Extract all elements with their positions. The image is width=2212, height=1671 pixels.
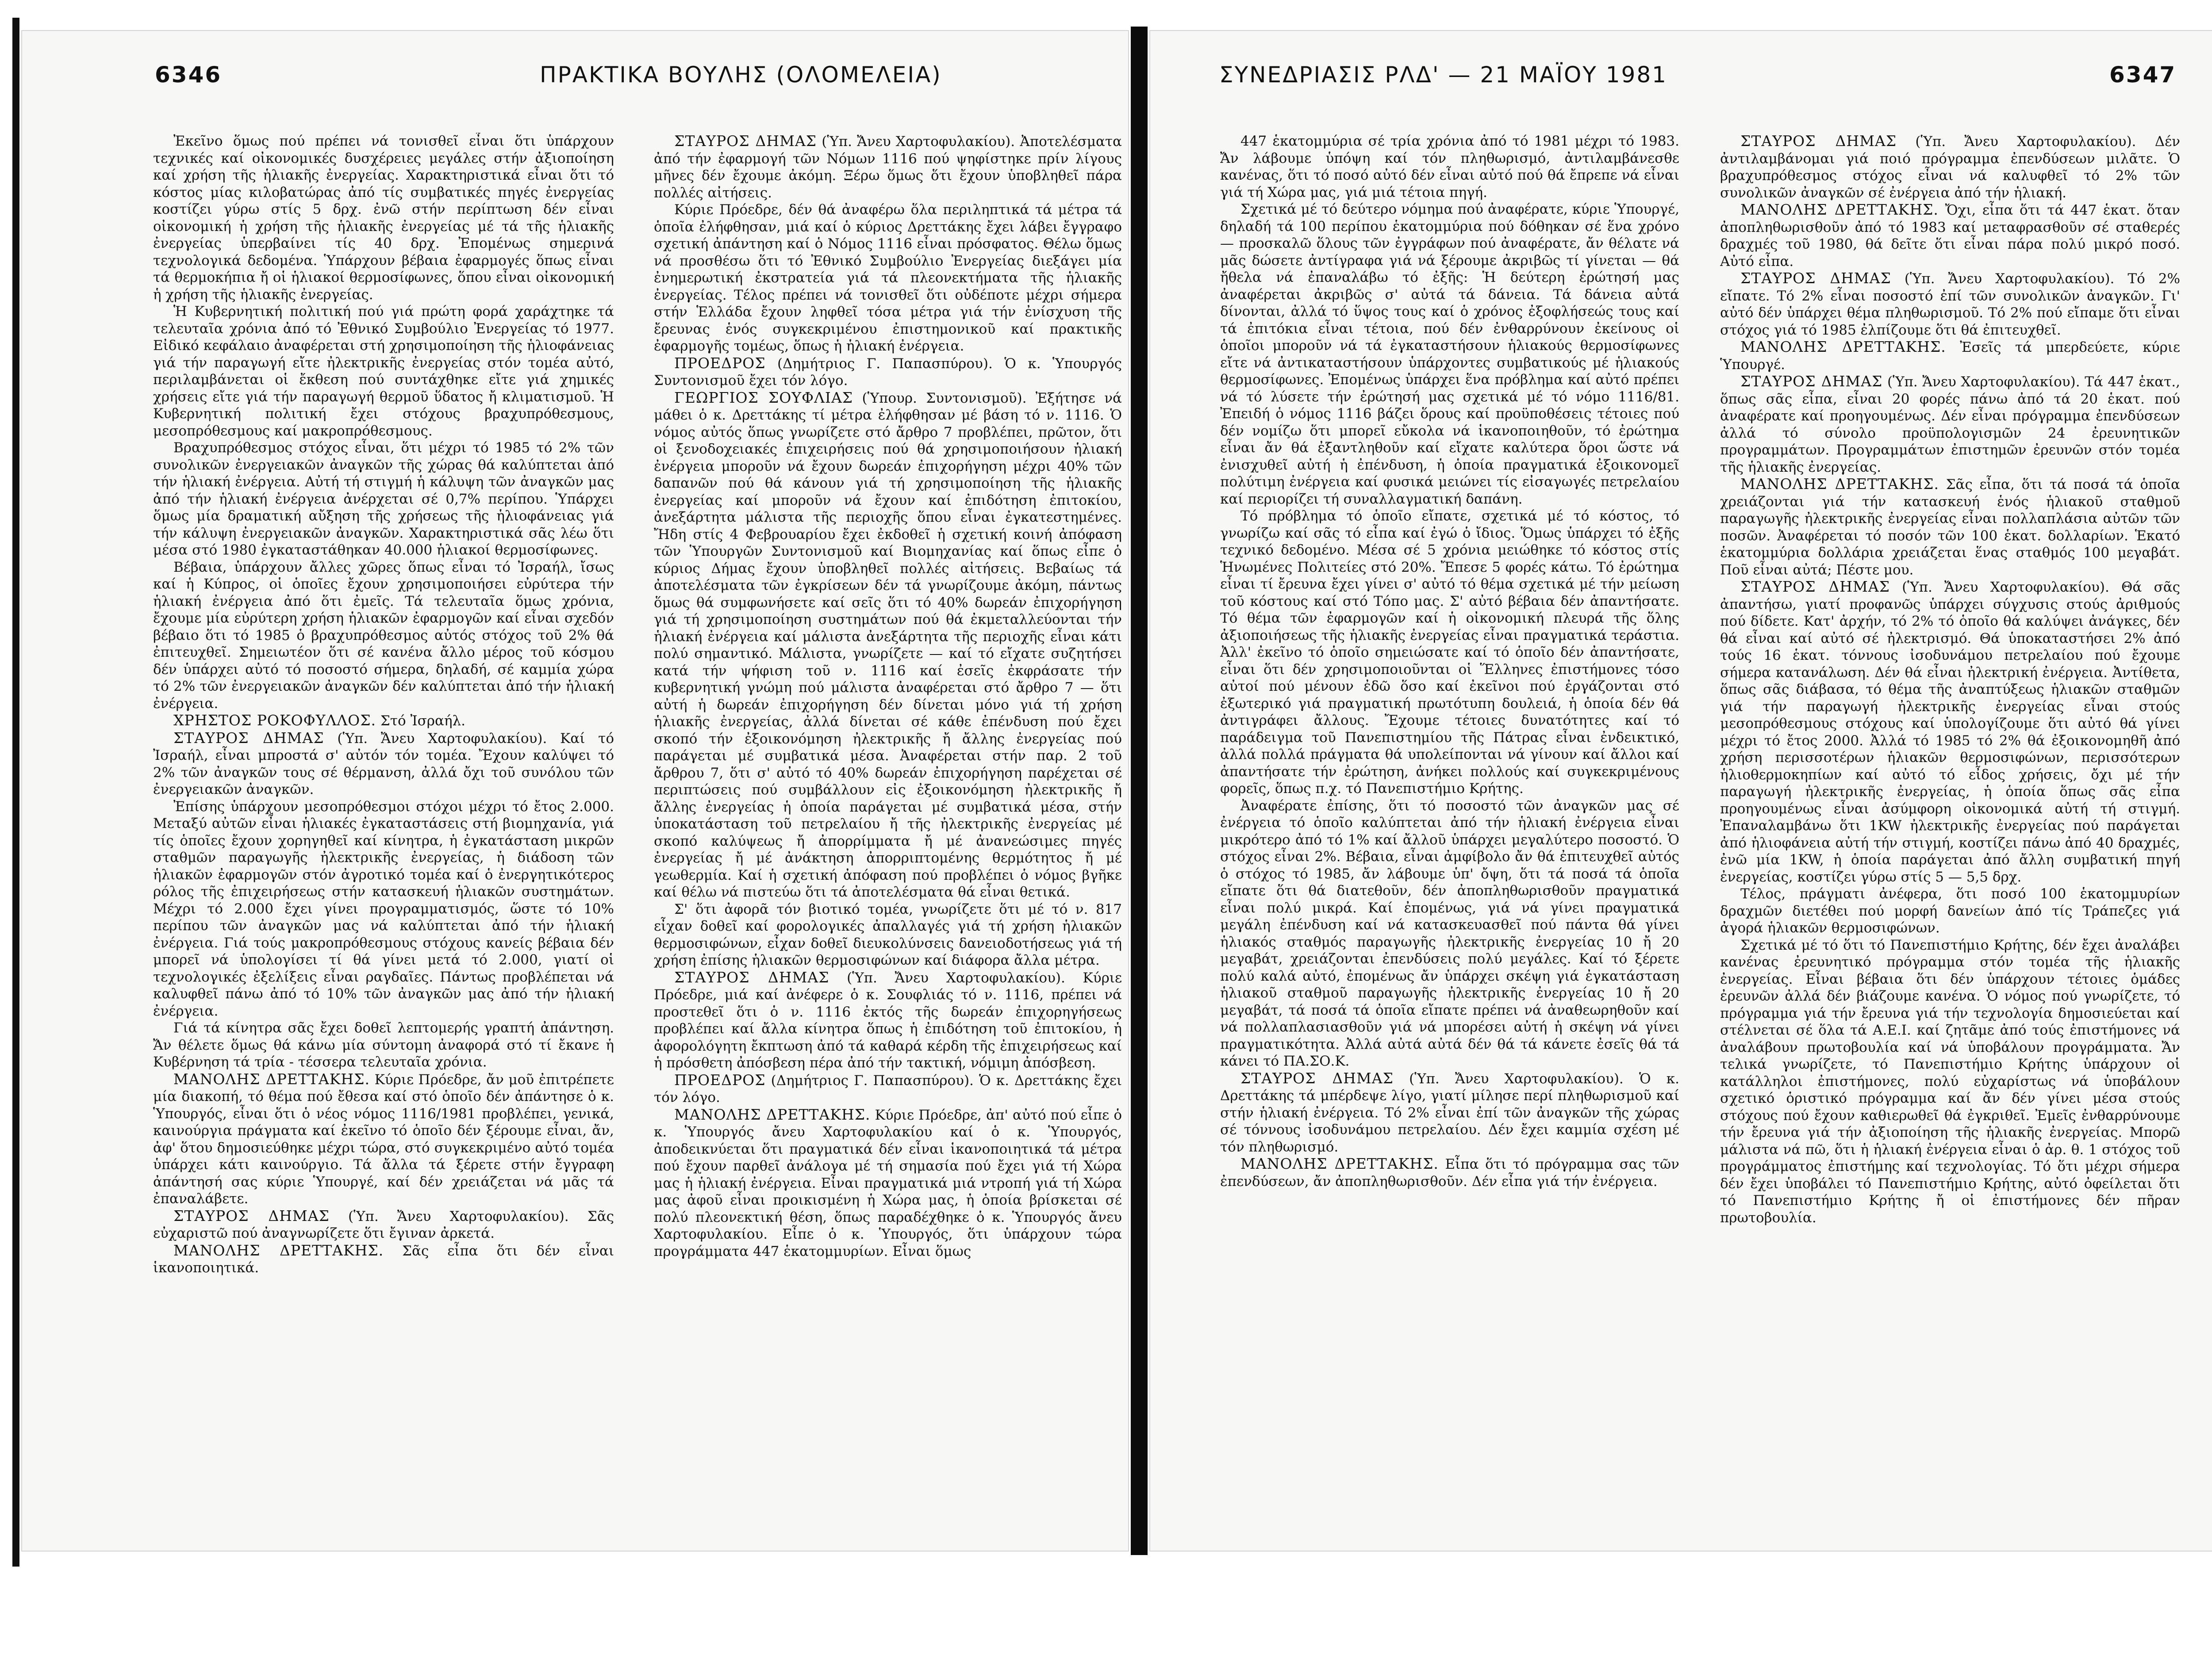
- paragraph-text: (Ὑπ. Ἄνευ Χαρτοφυλακίου). Τό 2% εἴπατε. Τό 2% εἶναι ποσοστό ἐπί τῶν συνολικῶν ἀναγκῶν. Γι' αὐτό δέν ὑπάρχει θέμα πληθωρισμοῦ. Τό 2% πού εἴπαμε ὅτι εἶναι στόχος γιά τό 1985 ἐλπίζουμε ὅτι θά ἐπιτευχθεῖ.: [1720, 271, 2180, 338]
- paragraph-text: (Δημήτριος Γ. Παπασπύρου). Ὁ κ. Δρεττάκης ἔχει τόν λόγο.: [654, 1072, 1122, 1105]
- speaker-name: ΣΤΑΥΡΟΣ ΔΗΜΑΣ: [674, 968, 830, 986]
- paragraph-text: (Ὑπ. Ἄνευ Χαρτοφυλακίου). Ὁ κ. Δρεττάκης τά μπέρδεψε λίγο, γιατί μίλησε περί πληθωρισμοῦ καί στήν ἡλιακή ἐνέργεια. Τό 2% εἶναι ἐπί τῶν ἀναγκῶν τῆς χώρας σέ τόννους ἰσοδυνάμου πετρελαίου. Δέν ἔχει καμμία σχέση μέ τόν πληθωρισμό.: [1220, 1070, 1679, 1155]
- speaker-name: ΣΤΑΥΡΟΣ ΔΗΜΑΣ: [1740, 373, 1883, 390]
- paragraph-text: (Ὑπ. Ἄνευ Χαρτοφυλακίου). Ἀποτελέσματα ἀπό τήν ἐφαρμογή τῶν Νόμων 1116 πού ψηφίστηκε πρίν λίγους μῆνες δέν ἔχουμε ἀκόμη. Ξέρω ὅμως ὅτι ἔχουν ὑποβληθεῖ πάρα πολλές αἰτήσεις.: [654, 134, 1122, 201]
- paragraph-text: Στό Ἰσραήλ.: [380, 713, 466, 729]
- paragraph-text: Κύριε Πρόεδρε, ἀπ' αὐτό πού εἶπε ὁ κ. Ὑπουργός ἄνευ Χαρτοφυλακίου καί ὁ κ. Ὑπουργός, ἀποδεικνύεται ὅτι πραγματικά δέν εἶναι ἱκανοποιητικά τά μέτρα πού ἔχουν παρθεῖ ἀνάλογα μέ τή σημασία πού ἔχει γιά τή Χώρα μας ἡ ἡλιακή ἐνέργεια. Εἶναι πραγματικά μιά ντροπή γιά τή Χώρα μας ἀφοῦ εἶναι προικισμένη ἡ Χώρα μας, ἡ ὁποία βρίσκεται σέ πολύ πλεονεκτική θέση, ὅπως παραδέχθηκε ὁ κ. Ὑπουργός ἄνευ Χαρτοφυλακίου. Εἶπε ὁ κ. Ὑπουργός, ὅτι ὑπάρχουν τώρα προγράμματα 447 ἑκατομμυρίων. Εἶναι ὅμως: [654, 1107, 1122, 1259]
- speaker-name: ΣΤΑΥΡΟΣ ΔΗΜΑΣ: [173, 729, 324, 747]
- paragraph-text: (Δημήτριος Γ. Παπασπύρου). Ὁ κ. Ὑπουργός Συντονισμοῦ ἔχει τόν λόγο.: [654, 355, 1122, 389]
- paragraph-text: Σχετικά μέ τό ὅτι τό Πανεπιστήμιο Κρήτης, δέν ἔχει ἀναλάβει κανένας ἐρευνητικό πρόγραμμα στόν τομέα τῆς ἡλιακῆς ἐνεργείας. Εἶναι βέβαια ὅτι δέν ὑπάρχουν τέτοιες ὁμάδες ἐρευνῶν ἀλλά δέν βιάζουμε κανένα. Ὁ νόμος πού γνωρίζετε, τό πρόγραμμα γιά τήν ἔρευνα γιά τήν τεχνολογία δημοσιεύεται καί στέλνεται σέ ὅλα τά Α.Ε.Ι. καί ζητᾶμε ἀπό τούς ἐπιστήμονες νά ἀναλάβουν πρωτοβουλία καί νά ὑποβάλουν προγράμματα. Ἄν τελικά γνωρίζετε, τό Πανεπιστήμιο Κρήτης ὑπάρχουν οἱ κατάλληλοι ἐπιστήμονες, πολύ εὐχαρίστως νά ὑποβάλουν σχετικό ὁριστικό πρόγραμμα καί ἄν δέν γίνει μέσα στούς στόχους πού ἔχουν καθιερωθεῖ θά ἐγκριθεῖ. Ἐμεῖς ἐνθαρρύνουμε τήν ἔρευνα γιά τήν ἀξιοποίηση τῆς ἡλιακῆς ἐνεργείας. Μπορῶ μάλιστα νά πῶ, ὅτι ἡ ἡλιακή ἐνέργεια εἶναι ὁ ἀρ. θ. 1 στόχος τοῦ προγράμματος ἐπιστήμης καί τεχνολογίας. Τό ὅτι μέχρι σήμερα δέν ἔχει ὑποβάλει τό Πανεπιστήμιο Κρήτης, αὐτό ὀφείλεται ὅτι τό Πανεπιστήμιο Κρήτης ἤ οἱ ἐπιστήμονες δέν πῆραν πρωτοβουλία.: [1720, 937, 2180, 1226]
- speaker-name: ΠΡΟΕΔΡΟΣ: [674, 354, 766, 372]
- paragraph-text: Ἐσεῖς τά μπερδεύετε, κύριε Ὑπουργέ.: [1720, 339, 2180, 373]
- right-page: [1149, 30, 2212, 1552]
- paragraph: [1720, 578, 2180, 886]
- speaker-name: ΜΑΝΟΛΗΣ ΔΡΕΤΤΑΚΗΣ.: [173, 1070, 370, 1088]
- paragraph: [1720, 133, 2180, 201]
- paragraph: [1220, 1155, 1679, 1190]
- paragraph: [153, 303, 614, 439]
- paragraph: [654, 355, 1122, 389]
- paragraph: [1720, 373, 2180, 476]
- paragraph: [654, 1106, 1122, 1260]
- paragraph-text: Ἀναφέρατε ἐπίσης, ὅτι τό ποσοστό τῶν ἀναγκῶν μας σέ ἐνέργεια τό ὁποῖο καλύπτεται ἀπό τήν ἡλιακή ἐνέργεια εἶναι μικρότερο ἀπό τό 1% καί ἄλλοῦ ὑπάρχει μεγαλύτερο ποσοστό. Ὁ στόχος εἶναι 2%. Βέβαια, εἶναι ἀμφίβολο ἄν θά ἐπιτευχθεῖ αὐτός ὁ στόχος τό 1985, ἄν λάβουμε ὑπ' ὄψη, ὅτι τά ποσά τά ὁποῖα εἴπατε ὅτι θά διατεθοῦν, δέν ἀποπληθωρισθοῦν πραγματικά εἶναι πολύ μικρά. Καί ἐπομένως, γιά νά γίνει πραγματικά μεγάλη ἐπένδυση καί νά κατασκευασθεῖ πού πάντα θά γίνει ἡλιακός σταθμός παραγωγῆς ἠλεκτρικῆς ἐνεργείας 10 ἤ 20 μεγαβάτ, χρειάζονται ἐπενδύσεις πολύ μεγάλες. Καί τό ξέρετε πολύ καλά αὐτό, ἐπομένως ἄν ὑπάρχει σκέψη γιά ἐγκατάσταση ἡλιακοῦ σταθμοῦ παραγωγῆς ἠλεκτρικῆς ἐνεργείας 10 ἤ 20 μεγαβάτ, τά ποσά τά ὁποῖα εἴπατε πρέπει νά ἀναθεωρηθοῦν καί νά πολλαπλασιασθοῦν γιά νά μπορέσει αὐτή ἡ σκέψη νά γίνει πραγματικότητα. Ἀλλά αὐτά αὐτά δέν θά τά κάνετε ἐσεῖς θά τά κάνει τό ΠΑ.ΣΟ.Κ.: [1220, 797, 1679, 1069]
- paragraph-text: (Ὑπ. Ἄνευ Χαρτοφυλακίου). Δέν ἀντιλαμβάνομαι γιά ποιό πρόγραμμα ἐπενδύσεων μιλᾶτε. Ὁ βραχυπρόθεσμος στόχος εἶναι νά καλυφθεῖ τό 2% τῶν συνολικῶν ἀναγκῶν σέ ἐνέργεια ἀπό τήν ἡλιακή.: [1720, 134, 2180, 201]
- paragraph: [153, 712, 614, 730]
- left-running-head: ΠΡΑΚΤΙΚΑ ΒΟΥΛΗΣ (ΟΛΟΜΕΛΕΙΑ): [540, 62, 942, 88]
- paragraph-text: Κύριε Πρόεδρε, δέν θά ἀναφέρω ὅλα περιληπτικά τά μέτρα τά ὁποῖα ἐλήφθησαν, μιά καί ὁ κύριος Δρεττάκης ἔχει λάβει ἔγγραφο σχετική ἀπάντηση καί ὁ Νόμος 1116 εἶναι πρόσφατος. Θέλω ὅμως νά προσθέσω ὅτι τό Ἐθνικό Συμβούλιο Ἐνεργείας διεξάγει μία ἐνημερωτική ἐκστρατεία γιά τά πλεονεκτήματα τῆς ἡλιακῆς ἐνεργείας. Τέλος πρέπει νά τονισθεῖ ὅτι οὐδέποτε μέχρι σήμερα στήν Ἑλλάδα ἔχουν ληφθεῖ τόσα μέτρα γιά τήν ἐνίσχυση τῆς ἔρευνας ἑνός συγκεκριμένου ἐπιστημονικοῦ καί πρακτικῆς ἐφαρμογῆς τομέως, ὅπως ἡ ἡλιακή ἐνέργεια.: [654, 202, 1122, 354]
- paragraph: [153, 1071, 614, 1208]
- paragraph: [1220, 201, 1679, 508]
- paragraph-text: Σᾶς εἶπα, ὅτι τά ποσά τά ὁποῖα χρειάζονται γιά τήν κατασκευή ἑνός ἡλιακοῦ σταθμοῦ παραγωγῆς ἠλεκτρικῆς ἐνεργείας εἶναι πολλαπλάσια αὐτῶν τῶν ποσῶν. Ἀναφέρεται τό ποσόν τῶν 100 ἑκατ. δολλαρίων. Ἑκατό ἑκατομμύρια δολλάρια χρειάζεται ἕνας σταθμός 100 μεγαβάτ. Ποῦ εἶναι αὐτά; Πέστε μου.: [1720, 477, 2180, 578]
- left-page-number: 6346: [155, 62, 222, 88]
- paragraph: [1720, 937, 2180, 1227]
- paragraph-text: Τέλος, πράγματι ἀνέφερα, ὅτι ποσό 100 ἑκατομμυρίων δραχμῶν διετέθει πού μορφή δανείων ἀπό τίς Τράπεζες γιά ἀγορά ἡλιακῶν θερμοσιφώνων.: [1720, 886, 2180, 936]
- speaker-name: ΜΑΝΟΛΗΣ ΔΡΕΤΤΑΚΗΣ.: [1240, 1155, 1439, 1172]
- speaker-name: ΓΕΩΡΓΙΟΣ ΣΟΥΦΛΙΑΣ: [674, 389, 853, 406]
- speaker-name: ΣΤΑΥΡΟΣ ΔΗΜΑΣ: [1740, 270, 1891, 287]
- speaker-name: ΣΤΑΥΡΟΣ ΔΗΜΑΣ: [1240, 1069, 1394, 1087]
- paragraph: [654, 969, 1122, 1072]
- paragraph-text: (Ὑπ. Ἄνευ Χαρτοφυλακίου). Σᾶς εὐχαριστῶ πού ἀναγνωρίζετε ὅτι ἔγιναν ἀρκετά.: [153, 1208, 614, 1241]
- right-column-2: [1720, 133, 2180, 1540]
- paragraph-text: Εἶπα ὅτι τό πρόγραμμα σας τῶν ἐπενδύσεων, ἄν ἀποπληθωρισθοῦν. Δέν εἶπα γιά τήν ἐνέργεια.: [1220, 1156, 1679, 1190]
- paragraph: [153, 1208, 614, 1242]
- speaker-name: ΜΑΝΟΛΗΣ ΔΡΕΤΤΑΚΗΣ.: [173, 1241, 384, 1259]
- paragraph: [1220, 797, 1679, 1070]
- paragraph-text: Σᾶς εἶπα ὅτι δέν εἶναι ἱκανοποιητικά.: [153, 1243, 614, 1276]
- paragraph-text: Σ' ὅτι ἀφορᾶ τόν βιοτικό τομέα, γνωρίζετε ὅτι μέ τό ν. 817 εἶχαν δοθεῖ καί φορολογικές ἀπαλλαγές γιά τή χρήση ἡλιακῶν θερμοσιφώνων, εἶχαν δοθεῖ διευκολύνσεις δανειοδοτήσεως γιά τή χρήση ἐπίσης ἡλιακῶν θερμοσιφώνων καί διάφορα ἄλλα μέτρα.: [654, 901, 1122, 968]
- paragraph: [153, 1242, 614, 1277]
- paragraph: [654, 389, 1122, 901]
- paragraph: [1720, 886, 2180, 937]
- paragraph-text: (Ὑπ. Ἄνευ Χαρτοφυλακίου). Καί τό Ἰσραήλ, εἶναι μπροστά σ' αὐτόν τόν τομέα. Ἔχουν καλύψει τό 2% τῶν ἀναγκῶν τους σέ θέρμανση, ἀλλά ὄχι τοῦ συνόλου τῶν ἐνεργειακῶν ἀναγκῶν.: [153, 730, 614, 797]
- paragraph: [153, 730, 614, 798]
- paragraph: [153, 798, 614, 1020]
- paragraph-text: (Ὑπ. Ἄνευ Χαρτοφυλακίου). Τά 447 ἑκατ., ὅπως σᾶς εἶπα, εἶναι 20 φορές πάνω ἀπό τά 20 ἑκατ. πού ἀναφέρατε καί προηγουμένως. Δέν εἶναι πρόγραμμα ἐπενδύσεων ἀλλά τό σύνολο προϋπολογισμῶν 24 ἐρευνητικῶν προγραμμάτων. Προγραμμάτων ἐπιστημῶν ἐρευνῶν στόν τομέα τῆς ἡλιακῆς ἐνεργείας.: [1720, 374, 2180, 475]
- left-page: [21, 30, 1129, 1552]
- paragraph-text: Ἐκεῖνο ὅμως πού πρέπει νά τονισθεῖ εἶναι ὅτι ὑπάρχουν τεχνικές καί οἰκονομικές δυσχέρειες μεγάλες στήν ἀξιοποίηση καί χρήση τῆς ἡλιακῆς ἐνεργείας. Χαρακτηριστικά εἶναι ὅτι τό κόστος μίας κιλοβατώρας ἀπό τίς συμβατικές πηγές ἐνεργείας κοστίζει γύρω στίς 5 δρχ. ἐνῶ στήν περίπτωση δέν εἶναι οἰκονομική ἡ χρήση τῆς ἡλιακῆς ἐνεργείας μέ τά τῆς ἡλιακῆς ἐνεργείας ὑπερβαίνει τίς 40 δρχ. Ἐπομένως σημερινά τεχνολογικά δεδομένα. Ὑπάρχουν βέβαια ἐφαρμογές ὅπως εἶναι τά θερμοκήπια ἤ οἱ ἡλιακοί θερμοσίφωνες, ὅπου εἶναι οἰκονομική ἡ χρήση τῆς ἡλιακῆς ἐνεργείας.: [153, 133, 614, 303]
- speaker-name: ΠΡΟΕΔΡΟΣ: [674, 1071, 766, 1089]
- paragraph: [153, 1020, 614, 1071]
- paragraph: [654, 901, 1122, 969]
- paragraph-text: Γιά τά κίνητρα σᾶς ἔχει δοθεῖ λεπτομερής γραπτή ἀπάντηση. Ἄν θέλετε ὅμως θά κάνω μία σύντομη ἀναφορά στό τί ἔκανε ἡ Κυβέρνηση τά τρία - τέσσερα τελευταῖα χρόνια.: [153, 1020, 614, 1070]
- paragraph-text: Κύριε Πρόεδρε, ἄν μοῦ ἐπιτρέπετε μία διακοπή, τό θέμα πού ἔθεσα καί στό ὁποῖο δέν ἀπάντησε ὁ κ. Ὑπουργός, εἶναι ὅτι ὁ νέος νόμος 1116/1981 προβλέπει, γενικά, καινούργια πράγματα καί ἐκεῖνο τό ὁποῖο δέν ξέρουμε εἶναι, ἄν, ἀφ' ὅτου δημοσιεύθηκε μέχρι τώρα, στό συγκεκριμένο αὐτό τομέα ὑπάρχει κάτι καινούργιο. Τά ἄλλα τά ξέρετε στήν ἔγγραφη ἀπάντησή σας κύριε Ὑπουργέ, καί δέν χρειάζεται νά μᾶς τά ἐπαναλάβετε.: [153, 1071, 614, 1207]
- paragraph-text: (Ὑπ. Ἄνευ Χαρτοφυλακίου). Κύριε Πρόεδρε, μιά καί ἀνέφερε ὁ κ. Σουφλιάς τό ν. 1116, πρέπει νά προστεθεῖ ὅτι ὁ ν. 1116 ἐκτός τῆς δωρεάν ἐπιχορηγήσεως προβλέπει καί ἄλλα κίνητρα ὅπως ἡ ἐπιδότηση τοῦ ἐπιτοκίου, ἡ ἀφορολόγητη ἔκπτωση ἀπό τά καθαρά κέρδη τῆς ἐπιχειρήσεως καί ἡ πρόσθετη ἀπόσβεση πέρα ἀπό τήν τακτική, νόμιμη ἀπόσβεση.: [654, 970, 1122, 1071]
- paragraph: [1720, 339, 2180, 373]
- right-column-1: [1220, 133, 1679, 1540]
- paragraph: [1220, 1070, 1679, 1156]
- paragraph: [654, 133, 1122, 201]
- paragraph-text: (Ὑπουρ. Συντονισμοῦ). Ἐξήτησε νά μάθει ὁ κ. Δρεττάκης τί μέτρα ἐλήφθησαν μέ βάση τό ν. 1116. Ὁ νόμος αὐτός ὅπως γνωρίζετε στό ἄρθρο 7 προβλέπει, πρῶτον, ὅτι οἱ ξενοδοχειακές ἐπιχειρήσεις πού θά χρησιμοποιήσουν ἡλιακή ἐνέργεια μποροῦν νά ἔχουν δωρεάν ἐπιχορήγηση μέχρι 40% τῶν δαπανῶν πού θά κάνουν γιά τή χρησιμοποίηση τῆς ἡλιακῆς ἐνεργείας καί μποροῦν νά ἔχουν καί ἐπιδότηση ἐπιτοκίου, ἀνεξάρτητα μάλιστα τῆς περιοχῆς ὅπου εἶναι ἐγκατεστημένες. Ἤδη στίς 4 Φεβρουαρίου ἔχει ἐκδοθεῖ ἡ σχετική κοινή ἀπόφαση τῶν Ὑπουργῶν Συντονισμοῦ καί Βιομηχανίας καί ὅπως εἶπε ὁ κύριος Δήμας ἔχουν ὑποβληθεῖ πολλές αἰτήσεις. Βεβαίως τά ἀποτελέσματα τῶν ἐγκρίσεων δέν τά γνωρίζουμε ἀκόμη, πάντως ὅμως θά συμφωνήσετε καί σεῖς ὅτι τό 40% δωρεάν ἐπιχορήγηση γιά τή χρησιμοποίηση συστημάτων πού θά ἐκμεταλλεύονται τήν ἡλιακή ἐνέργεια καί μάλιστα ἀνεξάρτητα τῆς περιοχῆς εἶναι κάτι πολύ σημαντικό. Μάλιστα, γνωρίζετε — καί τό εἴχατε συζητήσει κατά τήν ψήφιση τοῦ ν. 1116 καί ἐσεῖς ἐκφράσατε τήν κυβερνητική γνώμη πού μάλιστα ἀναφέρεται στό ἄρθρο 7 — ὅτι αὐτή ἡ δωρεάν ἐπιχορήγηση δέν δίνεται μόνο γιά τή χρήση ἡλιακῆς ἐνεργείας, ἀλλά δίνεται σέ κάθε ἐπένδυση πού ἔχει σκοπό τήν ἐξοικονόμηση ἠλεκτρικῆς ἤ ἄλλης ἐνεργείας πού παράγεται μέ συμβατικά μέσα. Ἀναφέρεται στήν παρ. 2 τοῦ ἄρθρου 7, ὅτι σ' αὐτό τό 40% δωρεάν ἐπιχορήγηση παρέχεται σέ περιπτώσεις πού συμβάλλουν εἰς ἐξοικονόμηση ἠλεκτρικῆς ἤ ἄλλης ἐνεργείας ἡ ὁποία παράγεται μέ συμβατικά μέσα, στήν ὑποκατάσταση τοῦ πετρελαίου ἤ τῆς ἠλεκτρικῆς ἐνεργείας μέ σκοπό καλύψεως ἤ ἀπορρίμματα ἤ μέ ἀνανεώσιμες πηγές ἐνεργείας ἤ μέ ἀνάκτηση ἀπορριπτομένης θερμότητος ἤ μέ γεωθερμία. Καί ἡ σχετική ἀπόφαση πού προβλέπει ὁ νόμος βγῆκε καί θέλω νά πιστεύω ὅτι τά ἀποτελέσματα θά εἶναι θετικά.: [654, 390, 1122, 900]
- paragraph-text: (Ὑπ. Ἄνευ Χαρτοφυλακίου). Θά σᾶς ἀπαντήσω, γιατί προφανῶς ὑπάρχει σύγχυσις στούς ἀριθμούς πού δίδετε. Κατ' ἀρχήν, τό 2% τό ὁποῖο θά καλύψει ἀνάγκες, δέν θά εἶναι καί αὐτό σέ ἠλεκτρισμό. Θά ὑποκαταστήσει 2% ἀπό τούς 16 ἑκατ. τόννους ἰσοδυνάμου πετρελαίου πού ἔχουμε σήμερα κατανάλωση. Δέν θά εἶναι ἠλεκτρική ἐνέργεια. Ἀντίθετα, ὅπως σᾶς διάβασα, τό θέμα τῆς ἀναπτύξεως ἡλιακῶν σταθμῶν γιά τήν παραγωγή ἠλεκτρικῆς ἐνεργείας εἶναι στούς μεσοπρόθεσμους στόχους καί ὑπολογίζουμε ὅτι αὐτό θά γίνει μέχρι τό ἔτος 2000. Ἀλλά τό 1985 τό 2% θά ἐξοικονομηθῆ ἀπό χρήση περισσοτέρων ἡλιακῶν θερμοσιφώνων, περισσότερων ἡλιοθερμοκηπίων καί αὐτό τό εἶδος χρήσεις, ὄχι μέ τήν παραγωγή ἠλεκτρικῆς ἐνεργείας, ἡ ὁποία ὅπως σᾶς εἶπα προηγουμένως εἶναι ἀσύμφορη οἰκονομικά αὐτή τή στιγμή. Ἐπαναλαμβάνω ὅτι 1KW ἠλεκτρικῆς ἐνεργείας πού παράγεται ἀπό ἡλιοφάνεια αὐτή τήν στιγμή, κοστίζει πάνω ἀπό 40 δραχμές, ἐνῶ μία 1KW, ἡ ὁποία παράγεται ἀπό ἄλλη συμβατική πηγή ἐνεργείας, κοστίζει γύρω στίς 5 — 5,5 δρχ.: [1720, 579, 2180, 885]
- paragraph-text: 447 ἑκατομμύρια σέ τρία χρόνια ἀπό τό 1981 μέχρι τό 1983. Ἄν λάβουμε ὑπόψη καί τόν πληθωρισμό, ἀντιλαμβάνεσθε κανένας, ὅτι τό ποσό αὐτό δέν εἶναι αὐτό πού θά ἔπρεπε νά εἶναι γιά τή Χώρα μας, γιά μιά τέτοια πηγή.: [1220, 133, 1679, 200]
- paragraph-text: Ἐπίσης ὑπάρχουν μεσοπρόθεσμοι στόχοι μέχρι τό ἔτος 2.000. Μεταξύ αὐτῶν εἶναι ἡλιακές ἐγκαταστάσεις στή βιομηχανία, γιά τίς ὁποῖες ἔχουν χορηγηθεῖ καί κίνητρα, ἡ ἐγκατάσταση μικρῶν σταθμῶν παραγωγῆς ἠλεκτρικῆς ἐνεργείας, ἡ διάδοση τῶν ἡλιακῶν ἐφαρμογῶν στόν ἀγροτικό τομέα καί ὁ ἐνεργητικότερος ρόλος τῆς ἐπιχειρήσεως στήν κατασκευή ἡλιακῶν συστημάτων. Μέχρι τό 2.000 ἔχει γίνει προγραμματισμός, ὥστε τό 10% περίπου τῶν ἀναγκῶν μας νά καλύπτεται ἀπό τήν ἡλιακή ἐνέργεια. Γιά τούς μακροπρόθεσμους στόχους κανείς βέβαια δέν μπορεῖ νά ὑπολογίσει τί θά γίνει μετά τό 2.000, γιατί οἱ τεχνολογικές ἐξελίξεις εἶναι ραγδαῖες. Πάντως προβλέπεται νά καλυφθεῖ πάνω ἀπό τό 10% τῶν ἀναγκῶν μας ἀπό τήν ἡλιακή ἐνέργεια.: [153, 798, 614, 1019]
- right-page-number: 6347: [2109, 62, 2177, 88]
- left-column-2: [654, 133, 1122, 1540]
- paragraph: [1720, 270, 2180, 339]
- speaker-name: ΜΑΝΟΛΗΣ ΔΡΕΤΤΑΚΗΣ.: [1740, 201, 1939, 218]
- speaker-name: ΣΤΑΥΡΟΣ ΔΗΜΑΣ: [674, 133, 817, 150]
- paragraph: [1220, 508, 1679, 797]
- paragraph: [1720, 476, 2180, 578]
- paragraph-text: Ὄχι, εἶπα ὅτι τά 447 ἑκατ. ὅταν ἀποπληθωρισθοῦν ἀπό τό 1983 καί μεταφρασθοῦν σέ σταθερές δραχμές τοῦ 1980, θά δεῖτε ὅτι εἶναι πάρα πολύ μικρό ποσό. Αὐτό εἶπα.: [1720, 202, 2180, 270]
- paragraph-text: Τό πρόβλημα τό ὁποῖο εἴπατε, σχετικά μέ τό κόστος, τό γνωρίζω καί σᾶς τό εἶπα καί ἐγώ ὁ ἴδιος. Ὅμως ὑπάρχει τό ἐξῆς τεχνικό δεδομένο. Μέσα σέ 5 χρόνια μειώθηκε τό κόστος στίς Ἡνωμένες Πολιτείες στό 20%. Ἔπεσε 5 φορές κάτω. Τό ἐρώτημα εἶναι τί ἔρευνα ἔχει γίνει σ' αὐτό τό θέμα σχετικά μέ τήν μείωση τοῦ κόστους καί στό Τόπο μας. Σ' αὐτό βέβαια δέν ἀπαντήσατε. Τό θέμα τῶν ἐφαρμογῶν καί ἡ οἰκονομική πλευρά τῆς ὅλης ἀξιοποιήσεως τῆς ἡλιακῆς ἐνεργείας εἶναι πραγματικά τεράστια. Ἀλλ' ἐκεῖνο τό ὁποῖο σημειώσατε καί τό ὁποῖο δέν ἀπαντήσατε, εἶναι ὅτι δέν χρησιμοποιοῦνται οἱ Ἕλληνες ἐπιστήμονες τόσο αὐτοί πού μένουν ἐδῶ ὅσο καί ἐκεῖνοι πού ἐργάζονται στό ἐξωτερικό γιά πραγματική πρωτότυπη δουλειά, ἡ ὁποία δέν θά ἀντιγράφει ἄλλους. Ἔχουμε τέτοιες δυνατότητες καί τό παράδειγμα τοῦ Πανεπιστημίου τῆς Πάτρας εἶναι ἐνδεικτικό, ἀλλά πολλά πράγματα θά υπολείπονται νά γίνουν καί ἄλλοι καί ἀπαντήσατε τήν ἐρώτηση, ἀνήκει πολλούς καί συγκεκριμένους φορεῖς, ὅπως π.χ. τό Πανεπιστήμιο Κρήτης.: [1220, 508, 1679, 797]
- book-spine: [1131, 27, 1148, 1555]
- paragraph: [654, 201, 1122, 355]
- paragraph: [1220, 133, 1679, 201]
- speaker-name: ΧΡΗΣΤΟΣ ΡΟΚΟΦΥΛΛΟΣ.: [173, 712, 376, 729]
- paragraph-text: Βραχυπρόθεσμος στόχος εἶναι, ὅτι μέχρι τό 1985 τό 2% τῶν συνολικῶν ἐνεργειακῶν ἀναγκῶν τῆς χώρας θά καλύπτεται ἀπό τήν ἡλιακή ἐνέργεια. Αὐτή τή στιγμή ἡ κάλυψη τῶν ἀναγκῶν μας ἀπό τήν ἡλιακή ἐνέργεια ἀνέρχεται σέ 0,7% περίπου. Ὑπάρχει ὅμως μία δραματική αὔξηση τῆς χρήσεως τῆς ἡλιοφάνειας γιά τήν κάλυψη ἐνεργειακῶν ἀναγκῶν. Χαρακτηριστικά σᾶς λέω ὅτι μέσα στό 1980 ἐγκαταστάθηκαν 40.000 ἡλιακοί θερμοσίφωνες.: [153, 440, 614, 558]
- left-column-1: [153, 133, 614, 1540]
- speaker-name: ΜΑΝΟΛΗΣ ΔΡΕΤΤΑΚΗΣ.: [674, 1105, 871, 1123]
- paragraph-text: Σχετικά μέ τό δεύτερο νόμημα πού ἀναφέρατε, κύριε Ὑπουργέ, δηλαδή τά 100 περίπου ἑκατομμύρια πού δόθηκαν σέ ἕνα χρόνο — προσκαλῶ ὅλους τῶν ἐγγράφων πού ἀναφέρατε, ἄν θέλατε νά μᾶς δώσετε ἀντίγραφα γιά νά ξέρουμε ἀκριβῶς τί γίνεται — θά ἤθελα νά ἐπαναλάβω τό ἐξῆς: Ἡ δεύτερη ἐρώτησή μας ἀναφέρεται ἀκριβῶς σ' αὐτά τά δάνεια. Τά δάνεια αὐτά δίνονται, ἀλλά τό ὕψος τους καί ὁ χρόνος ἐξοφλήσεώς τους καί τά ἐπιτόκια εἶναι τέτοια, πού δέν ἐνθαρρύνουν ἐκείνους οἱ ὁποῖοι μποροῦν νά τά ἐγκαταστήσουν ἡλιακούς θερμοσίφωνες εἴτε νά ἀντικαταστήσουν ὑπάρχοντες συμβατικούς μέ ἡλιακούς θερμοσίφωνες. Ἐπομένως ὑπάρχει ἕνα πρόβλημα καί αὐτό πρέπει νά τό λύσετε τήν ἐρώτησή μας σχετικά μέ τό νόμο 1116/81. Ἐπειδή ὁ νόμος 1116 βάζει ὅρους καί προϋποθέσεις τέτοιες πού δέν νομίζω ὅτι μπορεῖ εὔκολα νά ἱκανοποιηθοῦν, τό ἐρώτημα εἶναι ἄν θά ἐξαντληθοῦν καί εἴχατε καλύτερα ὅροι ὥστε νά ἐνισχυθεῖ αὐτή ἡ ἐπένδυση, ἡ ὁποία πραγματικά ἐξοικονομεῖ πολύτιμη ἐνέργεια καί φυσικά μειώνει τίς εἰσαγωγές πετρελαίου καί περιορίζει τή συναλλαγματική δαπάνη.: [1220, 201, 1679, 507]
- paragraph: [153, 439, 614, 559]
- speaker-name: ΣΤΑΥΡΟΣ ΔΗΜΑΣ: [1740, 578, 1890, 595]
- paragraph-text: Βέβαια, ὑπάρχουν ἄλλες χῶρες ὅπως εἶναι τό Ἰσραήλ, ἴσως καί ἡ Κύπρος, οἱ ὁποῖες ἔχουν χρησιμοποιήσει εὐρύτερα τήν ἡλιακή ἐνέργεια ἀπό ὅτι ἐμεῖς. Τά τελευταῖα ὅμως χρόνια, ἔχουμε μία εὐρύτερη χρήση ἡλιακῶν ἐφαρμογῶν καί εἶναι σχεδόν βέβαιο ὅτι τό 1985 ὁ βραχυπρόθεσμος αὐτός στόχος τοῦ 2% θά ἐπιτευχθεῖ. Σημειωτέον ὅτι σέ κανένα ἄλλο μέρος τοῦ κόσμου δέν ὑπάρχει αὐτό τό ποσοστό σήμερα, δηλαδή, σέ καμμία χώρα τό 2% τῶν ἐνεργειακῶν ἀναγκῶν δέν καλύπτεται ἀπό τήν ἡλιακή ἐνέργεια.: [153, 559, 614, 712]
- paragraph-text: Ἡ Κυβερνητική πολιτική πού γιά πρώτη φορά χαράχτηκε τά τελευταῖα χρόνια ἀπό τό Ἐθνικό Συμβούλιο Ἐνεργείας τό 1977. Εἰδικό κεφάλαιο ἀναφέρεται στή χρησιμοποίηση τῆς ἡλιοφάνειας γιά τήν παραγωγή εἴτε ἠλεκτρικῆς ἐνεργείας στόν τομέα αὐτό, περιλαμβάνεται οἱ ἔκθεση πού συντάχθηκε εἴτε γιά χημικές χρήσεις εἴτε γιά τήν παραγωγή θερμοῦ ὕδατος ἤ κλιματισμοῦ. Ἡ Κυβερνητική πολιτική ἔχει στόχους βραχυπρόθεσμους, μεσοπρόθεσμους καί μακροπρόθεσμους.: [153, 304, 614, 439]
- speaker-name: ΜΑΝΟΛΗΣ ΔΡΕΤΤΑΚΗΣ.: [1740, 475, 1939, 493]
- speaker-name: ΣΤΑΥΡΟΣ ΔΗΜΑΣ: [1740, 133, 1897, 150]
- paragraph: [153, 559, 614, 712]
- paragraph: [654, 1072, 1122, 1106]
- paragraph: [153, 133, 614, 303]
- speaker-name: ΣΤΑΥΡΟΣ ΔΗΜΑΣ: [173, 1207, 330, 1224]
- speaker-name: ΜΑΝΟΛΗΣ ΔΡΕΤΤΑΚΗΣ.: [1740, 338, 1946, 355]
- right-running-head: ΣΥΝΕΔΡΙΑΣΙΣ ΡΛΔ' — 21 ΜΑΪΟΥ 1981: [1219, 62, 1667, 88]
- paragraph: [1720, 201, 2180, 270]
- scan-edge: [12, 18, 19, 1567]
